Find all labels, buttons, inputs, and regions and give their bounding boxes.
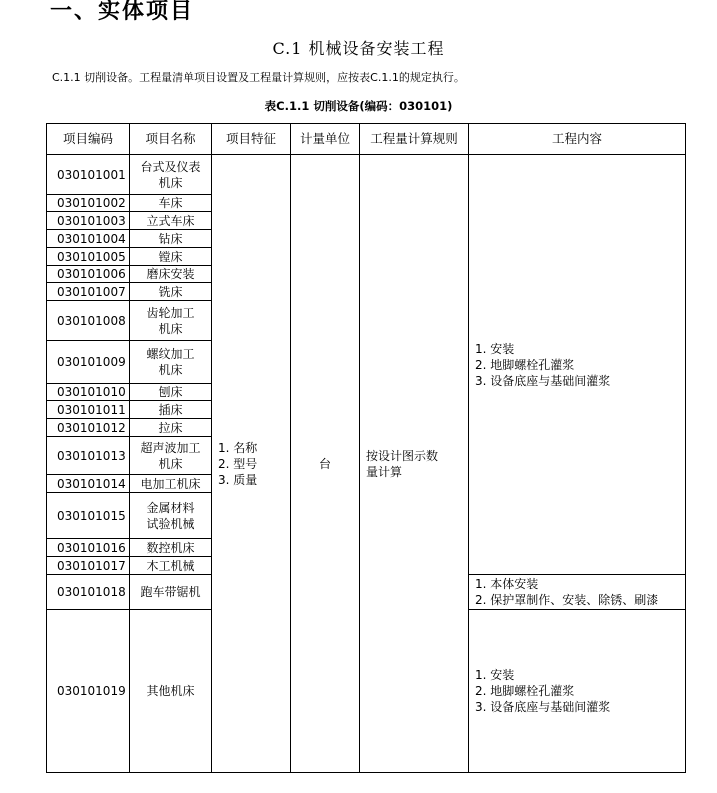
- item-code: 030101008: [47, 301, 130, 341]
- section-title: C.1 机械设备安装工程: [272, 39, 445, 58]
- text-line: 机床: [158, 363, 183, 377]
- item-name: [130, 493, 212, 539]
- item-code: 030101003: [47, 212, 130, 230]
- text-line: 1. 安装: [475, 341, 515, 356]
- text-line: 机床: [158, 175, 183, 190]
- text-line: 机床: [158, 456, 183, 471]
- text-line: 3. 设备底座与基础间灌浆: [475, 373, 611, 388]
- header-name: 项目名称: [130, 124, 212, 155]
- text-line: 2. 地脚螺栓孔灌浆: [475, 684, 575, 698]
- text-line: 立式车床: [146, 213, 195, 228]
- item-name: [130, 384, 212, 401]
- text-line: 螺纹加工: [146, 347, 195, 361]
- item-code: 030101011: [47, 401, 130, 419]
- item-code: 030101006: [47, 266, 130, 283]
- item-code: 030101007: [47, 283, 130, 301]
- item-name: [130, 610, 212, 773]
- item-name: [130, 266, 212, 283]
- item-name: [130, 557, 212, 575]
- item-name: [130, 539, 212, 557]
- text-line: 刨床: [158, 385, 183, 399]
- item-code: 030101009: [47, 341, 130, 384]
- item-name: [130, 437, 212, 475]
- text-line: 台式及仪表: [140, 159, 201, 174]
- text-line: 机床: [158, 321, 183, 336]
- header-unit: 计量单位: [291, 124, 360, 155]
- header-rule: 工程量计算规则: [360, 124, 469, 155]
- item-code: 030101004: [47, 230, 130, 248]
- text-line: 钻床: [158, 231, 183, 246]
- calc-rule: [360, 155, 469, 773]
- item-name: [130, 195, 212, 212]
- item-code: 030101002: [47, 195, 130, 212]
- text-line: 拉床: [158, 420, 183, 435]
- text-line: 试验机械: [146, 516, 195, 531]
- item-code: 030101014: [47, 475, 130, 493]
- item-code: 030101005: [47, 248, 130, 266]
- text-line: 车床: [158, 196, 183, 210]
- text-line: 齿轮加工: [146, 305, 195, 320]
- text-line: 插床: [158, 402, 183, 417]
- item-name: [130, 283, 212, 301]
- text-line: 1. 名称: [218, 440, 258, 455]
- item-code: 030101018: [47, 575, 130, 610]
- text-line: 1. 本体安装: [475, 577, 539, 591]
- table-header-row: [47, 124, 686, 155]
- work-content: [469, 155, 686, 575]
- item-name: [130, 248, 212, 266]
- item-code: 030101012: [47, 419, 130, 437]
- item-name: [130, 230, 212, 248]
- work-content: [469, 575, 686, 610]
- text-line: 数控机床: [146, 540, 195, 555]
- text-line: 磨床安装: [146, 267, 195, 281]
- text-line: 按设计图示数: [366, 448, 439, 463]
- item-code: 030101001: [47, 155, 130, 195]
- text-line: 其他机床: [146, 684, 195, 698]
- item-name: [130, 341, 212, 384]
- item-code: 030101016: [47, 539, 130, 557]
- measure-unit: 台: [291, 155, 360, 773]
- item-name: [130, 419, 212, 437]
- text-line: 2. 地脚螺栓孔灌浆: [475, 357, 575, 372]
- text-line: 金属材料: [146, 500, 195, 515]
- text-line: 3. 质量: [218, 472, 258, 487]
- item-name: [130, 575, 212, 610]
- heading: 一、实体项目: [50, 0, 195, 24]
- text-line: 电加工机床: [140, 476, 201, 491]
- text-line: 2. 型号: [218, 456, 258, 471]
- text-line: 木工机械: [146, 558, 195, 573]
- intro-paragraph: C.1.1 切削设备。工程量清单项目设置及工程量计算规则，应按表C.1.1的规定执行。: [52, 71, 465, 84]
- item-name: [130, 401, 212, 419]
- text-line: 量计算: [366, 464, 403, 479]
- text-line: 镗床: [158, 249, 183, 264]
- item-code: 030101017: [47, 557, 130, 575]
- text-line: 跑车带锯机: [140, 585, 201, 599]
- item-code: 030101019: [47, 610, 130, 773]
- header-feature: 项目特征: [212, 124, 291, 155]
- text-line: 3. 设备底座与基础间灌浆: [475, 700, 611, 714]
- item-name: [130, 301, 212, 341]
- equipment-table: [46, 123, 686, 773]
- text-line: 1. 安装: [475, 668, 515, 682]
- item-features: [212, 155, 291, 773]
- text-line: 2. 保护罩制作、安装、除锈、刷漆: [475, 593, 659, 607]
- header-code: 项目编码: [47, 124, 130, 155]
- item-code: 030101013: [47, 437, 130, 475]
- text-line: 超声波加工: [140, 440, 201, 455]
- text-line: 铣床: [158, 284, 183, 299]
- work-content: [469, 610, 686, 773]
- table-caption: 表C.1.1 切削设备(编码：030101): [264, 99, 453, 113]
- header-content: 工程内容: [469, 124, 686, 155]
- item-code: 030101015: [47, 493, 130, 539]
- table-row: [47, 155, 686, 195]
- item-name: [130, 212, 212, 230]
- item-code: 030101010: [47, 384, 130, 401]
- item-name: [130, 475, 212, 493]
- item-name: [130, 155, 212, 195]
